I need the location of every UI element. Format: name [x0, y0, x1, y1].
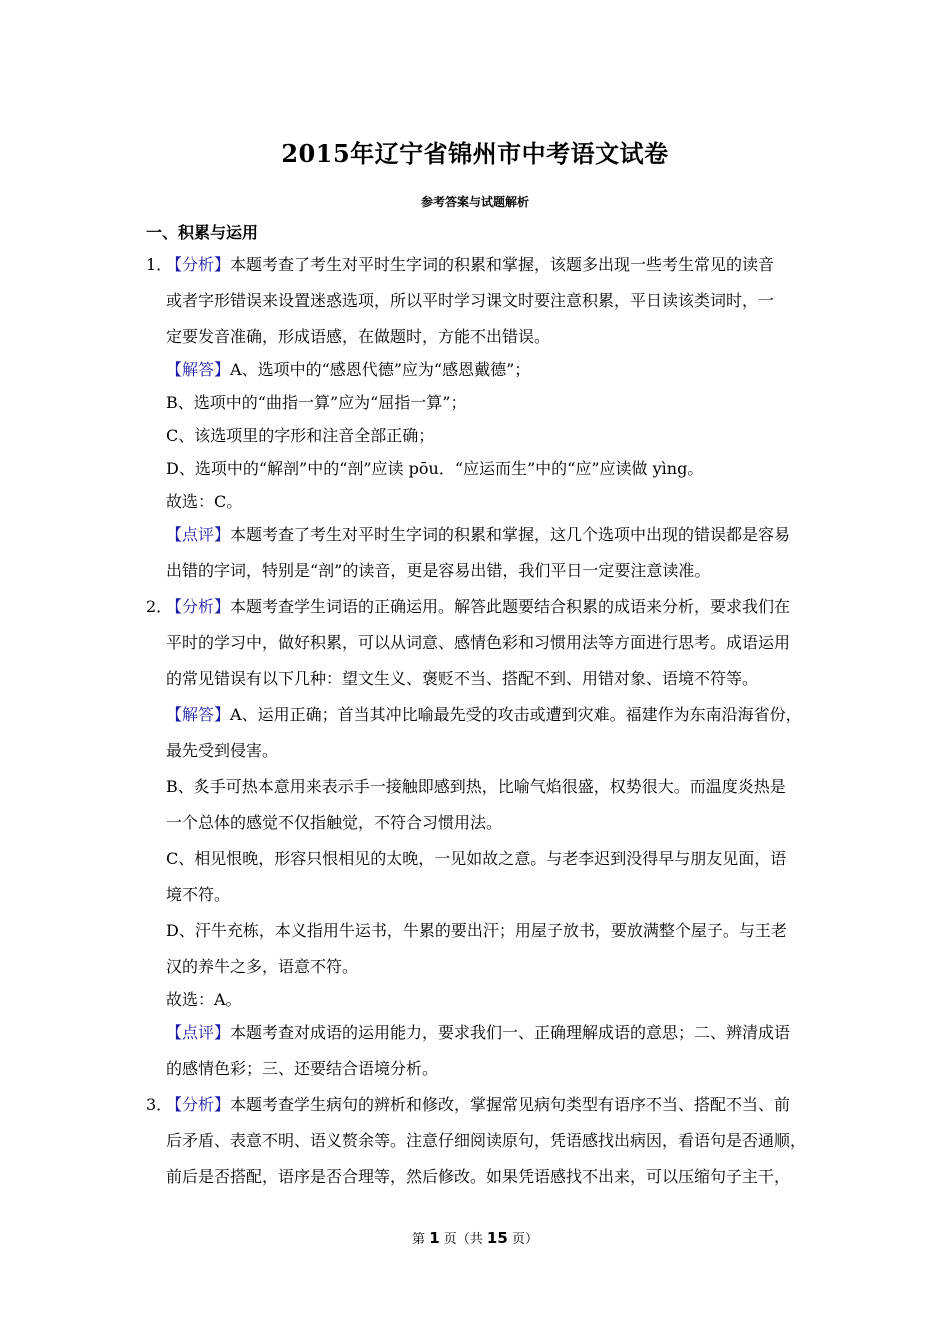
text-line: B、炙手可热本意用来表示手一接触即感到热，比喻气焰很盛，权势很大。而温度炎热是	[166, 777, 786, 796]
q1-comment-line: 【点评】本题考查了考生对平时生字词的积累和掌握，这几个选项中出现的错误都是容易	[166, 525, 791, 544]
text-line: 平时的学习中，做好积累，可以从词意、感情色彩和习惯用法等方面进行思考。成语运用	[166, 633, 791, 652]
q2-comment-line: 【点评】本题考查对成语的运用能力，要求我们一、正确理解成语的意思；二、辨清成语	[166, 1023, 791, 1042]
total-pages: 15	[486, 1229, 508, 1247]
q1-answer-line: 【解答】A、选项中的“感恩代德”应为“感恩戴德”；	[166, 360, 531, 379]
text-line: 故选：A。	[166, 990, 242, 1009]
text-line: C、相见恨晚，形容只恨相见的太晚，一见如故之意。与老李迟到没得早与朋友见面，语	[166, 849, 787, 868]
text-line: 后矛盾、表意不明、语义赘余等。注意仔细阅读原句，凭语感找出病因，看语句是否通顺，	[166, 1131, 807, 1150]
question-number: 1．	[146, 255, 173, 274]
text-line: 前后是否搭配，语序是否合理等，然后修改。如果凭语感找不出来，可以压缩句子主干，	[166, 1167, 791, 1186]
analysis-tag: 【分析】	[166, 597, 231, 616]
text-line: 或者字形错误来设置迷惑选项，所以平时学习课文时要注意积累，平日读该类词时，一	[166, 291, 775, 310]
q3-analysis-line: 3．【分析】本题考查学生病句的辨析和修改，掌握常见病句类型有语序不当、搭配不当、前	[146, 1091, 816, 1127]
comment-tag: 【点评】	[166, 525, 231, 544]
q2-analysis-line: 2．【分析】本题考查学生词语的正确运用。解答此题要结合积累的成语来分析，要求我们在	[146, 593, 816, 629]
text-line: 故选：C。	[166, 492, 243, 511]
page-footer: 第 1 页（共 15 页）	[412, 1229, 538, 1247]
q1-analysis-line: 1．【分析】本题考查了考生对平时生字词的积累和掌握，该题多出现一些考生常见的读音	[146, 251, 816, 287]
text-line: 一个总体的感觉不仅指触觉，不符合习惯用法。	[166, 813, 503, 832]
text-line: D、选项中的“解剖”中的“剖”应读 pōu．“应运而生”中的“应”应读做 yìng。	[166, 459, 704, 478]
text-line: 最先受到侵害。	[166, 741, 279, 760]
answer-content	[146, 251, 816, 1199]
text-line: 汉的养牛之多，语意不符。	[166, 957, 359, 976]
question-number: 2．	[146, 597, 173, 616]
text-line: C、该选项里的字形和注音全部正确；	[166, 426, 435, 445]
text-line: 出错的字词，特别是“剖”的读音，更是容易出错，我们平日一定要注意读准。	[166, 561, 711, 580]
text-line: 的常见错误有以下几种：望文生义、褒贬不当、搭配不到、用错对象、语境不符等。	[166, 669, 759, 688]
page-number: 1	[429, 1229, 440, 1247]
page-title: 2015年辽宁省锦州市中考语文试卷	[281, 139, 669, 168]
page-subtitle: 参考答案与试题解析	[420, 195, 529, 209]
text-line: 的感情色彩；三、还要结合语境分析。	[166, 1059, 439, 1078]
text-line: 境不符。	[166, 885, 231, 904]
answer-tag: 【解答】	[166, 705, 231, 724]
question-number: 3．	[146, 1095, 173, 1114]
comment-tag: 【点评】	[166, 1023, 231, 1042]
analysis-tag: 【分析】	[166, 255, 231, 274]
text-line: B、选项中的“曲指一算”应为“屈指一算”；	[166, 393, 467, 412]
text-line: D、汗牛充栋，本义指用牛运书，牛累的要出汗；用屋子放书，要放满整个屋子。与王老	[166, 921, 787, 940]
q2-answer-line: 【解答】A、运用正确；首当其冲比喻最先受的攻击或遭到灾难。福建作为东南沿海省份，	[166, 705, 802, 724]
answer-tag: 【解答】	[166, 360, 231, 379]
analysis-tag: 【分析】	[166, 1095, 231, 1114]
section-heading: 一、积累与运用	[146, 223, 259, 242]
text-line: 定要发音准确，形成语感，在做题时，方能不出错误。	[166, 327, 551, 346]
